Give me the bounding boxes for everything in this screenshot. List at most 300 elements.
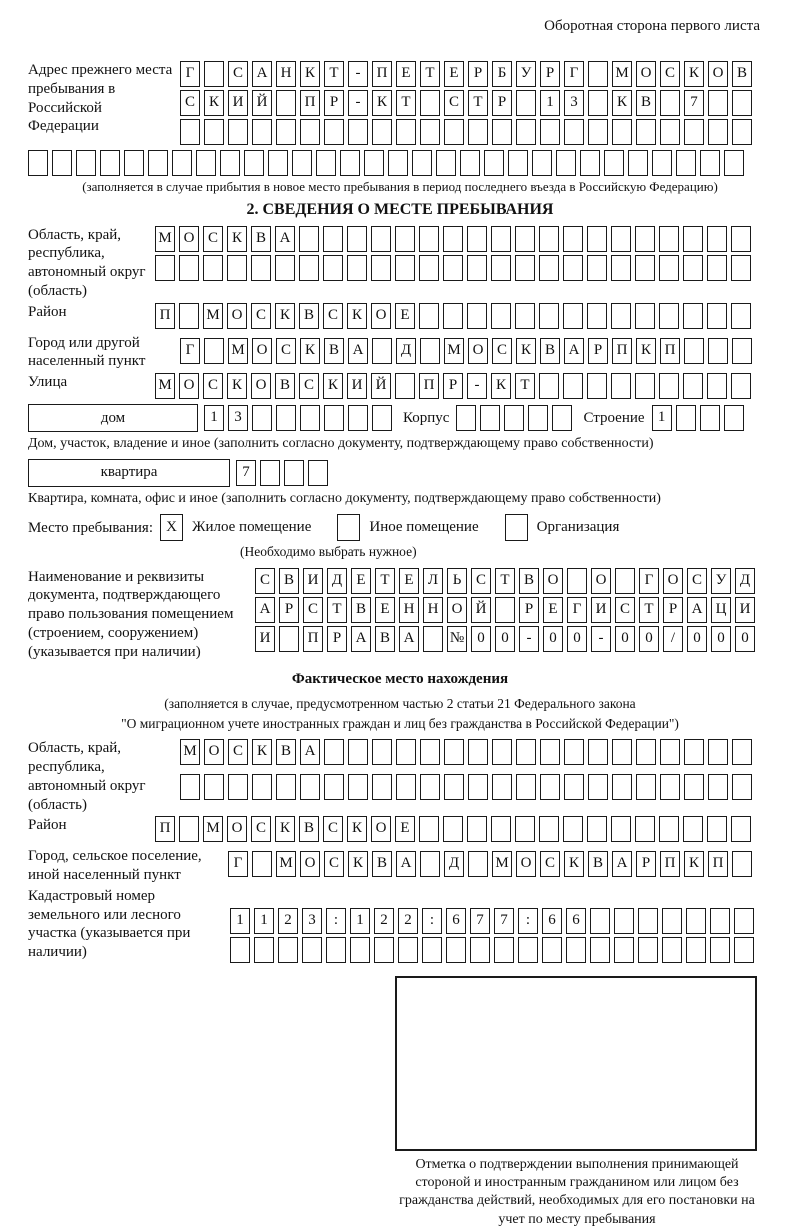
char-cell[interactable]: К — [564, 851, 584, 877]
char-cell[interactable]: Г — [639, 568, 659, 594]
char-cell[interactable] — [563, 255, 583, 281]
char-cell[interactable] — [308, 460, 328, 486]
char-cell[interactable]: О — [300, 851, 320, 877]
char-cell[interactable]: М — [492, 851, 512, 877]
char-cell[interactable]: 1 — [204, 405, 224, 431]
char-cell[interactable]: Р — [540, 61, 560, 87]
char-cell[interactable] — [398, 937, 418, 963]
char-cell[interactable]: В — [588, 851, 608, 877]
char-cell[interactable]: О — [179, 226, 199, 252]
char-cell[interactable] — [420, 338, 440, 364]
char-cell[interactable] — [204, 119, 224, 145]
char-cell[interactable] — [564, 119, 584, 145]
char-cell[interactable]: А — [399, 626, 419, 652]
char-cell[interactable]: К — [227, 226, 247, 252]
char-cell[interactable] — [252, 405, 272, 431]
char-cell[interactable] — [276, 119, 296, 145]
char-cell[interactable] — [372, 119, 392, 145]
char-cell[interactable] — [203, 255, 223, 281]
char-cell[interactable] — [708, 774, 728, 800]
char-cell[interactable]: В — [251, 226, 271, 252]
char-cell[interactable]: В — [351, 597, 371, 623]
char-cell[interactable] — [467, 226, 487, 252]
char-cell[interactable] — [660, 90, 680, 116]
char-cell[interactable] — [148, 150, 168, 176]
char-cell[interactable]: Ь — [447, 568, 467, 594]
char-cell[interactable] — [268, 150, 288, 176]
char-cell[interactable]: К — [252, 739, 272, 765]
char-cell[interactable]: В — [324, 338, 344, 364]
char-cell[interactable] — [660, 774, 680, 800]
char-cell[interactable] — [348, 119, 368, 145]
char-cell[interactable]: В — [299, 303, 319, 329]
char-cell[interactable]: О — [591, 568, 611, 594]
char-cell[interactable] — [684, 739, 704, 765]
char-cell[interactable]: 1 — [254, 908, 274, 934]
char-cell[interactable] — [372, 405, 392, 431]
char-cell[interactable]: С — [615, 597, 635, 623]
char-cell[interactable] — [732, 90, 752, 116]
char-cell[interactable] — [734, 908, 754, 934]
char-cell[interactable] — [659, 373, 679, 399]
char-cell[interactable] — [611, 303, 631, 329]
char-cell[interactable] — [324, 739, 344, 765]
char-cell[interactable] — [372, 338, 392, 364]
char-cell[interactable]: В — [279, 568, 299, 594]
char-cell[interactable] — [371, 226, 391, 252]
char-cell[interactable]: Е — [444, 61, 464, 87]
char-cell[interactable] — [732, 851, 752, 877]
char-cell[interactable] — [468, 739, 488, 765]
char-cell[interactable] — [396, 739, 416, 765]
char-cell[interactable]: Т — [495, 568, 515, 594]
char-cell[interactable] — [436, 150, 456, 176]
char-cell[interactable] — [204, 61, 224, 87]
char-cell[interactable]: В — [299, 816, 319, 842]
char-cell[interactable] — [419, 255, 439, 281]
char-cell[interactable]: Й — [252, 90, 272, 116]
char-cell[interactable] — [228, 119, 248, 145]
char-cell[interactable] — [563, 373, 583, 399]
char-cell[interactable] — [467, 816, 487, 842]
char-cell[interactable]: 1 — [350, 908, 370, 934]
char-cell[interactable] — [587, 373, 607, 399]
char-cell[interactable]: В — [540, 338, 560, 364]
char-cell[interactable] — [611, 373, 631, 399]
char-cell[interactable] — [683, 373, 703, 399]
char-cell[interactable]: 0 — [735, 626, 755, 652]
char-cell[interactable] — [587, 255, 607, 281]
char-cell[interactable] — [316, 150, 336, 176]
char-cell[interactable] — [724, 150, 744, 176]
char-cell[interactable] — [611, 226, 631, 252]
char-cell[interactable] — [710, 937, 730, 963]
char-cell[interactable] — [732, 739, 752, 765]
char-cell[interactable] — [638, 908, 658, 934]
char-cell[interactable]: М — [612, 61, 632, 87]
char-cell[interactable] — [324, 119, 344, 145]
char-cell[interactable] — [443, 303, 463, 329]
char-cell[interactable]: М — [203, 303, 223, 329]
char-cell[interactable]: В — [276, 739, 296, 765]
char-cell[interactable]: Т — [515, 373, 535, 399]
char-cell[interactable]: К — [347, 303, 367, 329]
char-cell[interactable]: И — [228, 90, 248, 116]
char-cell[interactable]: 1 — [540, 90, 560, 116]
char-cell[interactable] — [420, 90, 440, 116]
char-cell[interactable] — [563, 226, 583, 252]
char-cell[interactable]: Е — [375, 597, 395, 623]
char-cell[interactable] — [420, 774, 440, 800]
char-cell[interactable]: О — [227, 303, 247, 329]
char-cell[interactable] — [292, 150, 312, 176]
char-cell[interactable]: О — [179, 373, 199, 399]
char-cell[interactable] — [495, 597, 515, 623]
char-cell[interactable]: С — [299, 373, 319, 399]
char-cell[interactable]: С — [180, 90, 200, 116]
char-cell[interactable]: С — [303, 597, 323, 623]
char-cell[interactable] — [244, 150, 264, 176]
char-cell[interactable]: 0 — [495, 626, 515, 652]
char-cell[interactable]: С — [276, 338, 296, 364]
char-cell[interactable] — [588, 739, 608, 765]
checkbox-organization[interactable] — [505, 514, 528, 541]
char-cell[interactable] — [155, 255, 175, 281]
char-cell[interactable]: Е — [395, 303, 415, 329]
char-cell[interactable] — [252, 119, 272, 145]
char-cell[interactable] — [515, 303, 535, 329]
char-cell[interactable] — [443, 255, 463, 281]
char-cell[interactable]: О — [543, 568, 563, 594]
char-cell[interactable] — [539, 255, 559, 281]
char-cell[interactable]: О — [468, 338, 488, 364]
char-cell[interactable] — [518, 937, 538, 963]
char-cell[interactable]: С — [251, 303, 271, 329]
char-cell[interactable] — [516, 90, 536, 116]
char-cell[interactable] — [676, 150, 696, 176]
char-cell[interactable] — [659, 255, 679, 281]
char-cell[interactable]: У — [516, 61, 536, 87]
char-cell[interactable]: Р — [519, 597, 539, 623]
char-cell[interactable]: С — [687, 568, 707, 594]
char-cell[interactable]: С — [203, 373, 223, 399]
char-cell[interactable]: М — [228, 338, 248, 364]
char-cell[interactable]: Т — [468, 90, 488, 116]
char-cell[interactable]: М — [276, 851, 296, 877]
char-cell[interactable] — [683, 255, 703, 281]
char-cell[interactable]: М — [180, 739, 200, 765]
char-cell[interactable]: Т — [327, 597, 347, 623]
char-cell[interactable]: - — [348, 61, 368, 87]
char-cell[interactable] — [227, 255, 247, 281]
char-cell[interactable]: У — [711, 568, 731, 594]
char-cell[interactable] — [420, 851, 440, 877]
char-cell[interactable]: 7 — [236, 460, 256, 486]
char-cell[interactable] — [540, 119, 560, 145]
char-cell[interactable] — [300, 774, 320, 800]
apartment-type-box[interactable]: квартира — [28, 459, 230, 487]
char-cell[interactable]: Р — [663, 597, 683, 623]
char-cell[interactable]: П — [612, 338, 632, 364]
char-cell[interactable] — [612, 774, 632, 800]
char-cell[interactable]: А — [275, 226, 295, 252]
char-cell[interactable]: А — [255, 597, 275, 623]
char-cell[interactable] — [395, 373, 415, 399]
char-cell[interactable]: Г — [180, 61, 200, 87]
char-cell[interactable] — [516, 774, 536, 800]
char-cell[interactable] — [251, 255, 271, 281]
char-cell[interactable]: 2 — [374, 908, 394, 934]
char-cell[interactable] — [179, 303, 199, 329]
char-cell[interactable]: С — [660, 61, 680, 87]
char-cell[interactable] — [196, 150, 216, 176]
char-cell[interactable] — [539, 373, 559, 399]
char-cell[interactable] — [700, 150, 720, 176]
char-cell[interactable] — [580, 150, 600, 176]
char-cell[interactable]: А — [564, 338, 584, 364]
char-cell[interactable]: В — [636, 90, 656, 116]
char-cell[interactable] — [172, 150, 192, 176]
char-cell[interactable] — [494, 937, 514, 963]
char-cell[interactable] — [707, 226, 727, 252]
char-cell[interactable]: 0 — [639, 626, 659, 652]
char-cell[interactable]: С — [255, 568, 275, 594]
char-cell[interactable] — [556, 150, 576, 176]
char-cell[interactable]: Т — [420, 61, 440, 87]
char-cell[interactable]: Р — [443, 373, 463, 399]
char-cell[interactable] — [540, 774, 560, 800]
char-cell[interactable] — [684, 774, 704, 800]
char-cell[interactable]: Н — [423, 597, 443, 623]
char-cell[interactable] — [395, 226, 415, 252]
char-cell[interactable] — [228, 774, 248, 800]
char-cell[interactable] — [515, 255, 535, 281]
char-cell[interactable] — [347, 226, 367, 252]
char-cell[interactable]: Н — [276, 61, 296, 87]
char-cell[interactable] — [707, 255, 727, 281]
char-cell[interactable]: О — [204, 739, 224, 765]
char-cell[interactable]: Т — [639, 597, 659, 623]
char-cell[interactable]: К — [347, 816, 367, 842]
char-cell[interactable]: П — [155, 816, 175, 842]
char-cell[interactable]: Д — [396, 338, 416, 364]
char-cell[interactable] — [252, 774, 272, 800]
char-cell[interactable] — [491, 816, 511, 842]
char-cell[interactable]: Р — [636, 851, 656, 877]
char-cell[interactable]: 0 — [543, 626, 563, 652]
char-cell[interactable] — [615, 568, 635, 594]
char-cell[interactable]: В — [519, 568, 539, 594]
char-cell[interactable]: Г — [567, 597, 587, 623]
char-cell[interactable] — [532, 150, 552, 176]
char-cell[interactable] — [515, 816, 535, 842]
char-cell[interactable] — [612, 739, 632, 765]
char-cell[interactable] — [708, 119, 728, 145]
char-cell[interactable]: 0 — [711, 626, 731, 652]
char-cell[interactable] — [443, 816, 463, 842]
char-cell[interactable]: К — [300, 338, 320, 364]
char-cell[interactable] — [491, 303, 511, 329]
char-cell[interactable]: К — [684, 851, 704, 877]
char-cell[interactable] — [683, 816, 703, 842]
char-cell[interactable]: 1 — [652, 405, 672, 431]
char-cell[interactable] — [348, 405, 368, 431]
char-cell[interactable] — [708, 90, 728, 116]
house-type-box[interactable]: дом — [28, 404, 198, 432]
char-cell[interactable] — [708, 338, 728, 364]
char-cell[interactable]: О — [252, 338, 272, 364]
char-cell[interactable]: С — [323, 303, 343, 329]
char-cell[interactable]: - — [348, 90, 368, 116]
char-cell[interactable]: Р — [492, 90, 512, 116]
char-cell[interactable] — [396, 774, 416, 800]
char-cell[interactable]: С — [324, 851, 344, 877]
char-cell[interactable] — [552, 405, 572, 431]
char-cell[interactable]: С — [540, 851, 560, 877]
char-cell[interactable] — [179, 816, 199, 842]
char-cell[interactable] — [708, 739, 728, 765]
char-cell[interactable]: С — [228, 61, 248, 87]
char-cell[interactable]: 2 — [398, 908, 418, 934]
char-cell[interactable]: П — [660, 338, 680, 364]
char-cell[interactable]: Р — [279, 597, 299, 623]
char-cell[interactable]: Н — [399, 597, 419, 623]
char-cell[interactable] — [590, 937, 610, 963]
char-cell[interactable]: П — [708, 851, 728, 877]
char-cell[interactable] — [300, 405, 320, 431]
char-cell[interactable] — [731, 226, 751, 252]
char-cell[interactable]: 6 — [566, 908, 586, 934]
char-cell[interactable] — [470, 937, 490, 963]
char-cell[interactable] — [612, 119, 632, 145]
char-cell[interactable] — [299, 255, 319, 281]
char-cell[interactable] — [614, 908, 634, 934]
char-cell[interactable] — [567, 568, 587, 594]
char-cell[interactable]: П — [372, 61, 392, 87]
char-cell[interactable] — [635, 226, 655, 252]
char-cell[interactable]: : — [422, 908, 442, 934]
char-cell[interactable]: В — [372, 851, 392, 877]
char-cell[interactable]: И — [347, 373, 367, 399]
char-cell[interactable] — [395, 255, 415, 281]
char-cell[interactable] — [419, 816, 439, 842]
char-cell[interactable]: М — [155, 373, 175, 399]
char-cell[interactable] — [710, 908, 730, 934]
char-cell[interactable] — [276, 774, 296, 800]
char-cell[interactable]: М — [155, 226, 175, 252]
char-cell[interactable] — [516, 119, 536, 145]
char-cell[interactable]: 7 — [494, 908, 514, 934]
char-cell[interactable]: 0 — [615, 626, 635, 652]
char-cell[interactable] — [662, 908, 682, 934]
char-cell[interactable]: К — [491, 373, 511, 399]
char-cell[interactable] — [724, 405, 744, 431]
char-cell[interactable] — [659, 816, 679, 842]
char-cell[interactable]: Т — [396, 90, 416, 116]
char-cell[interactable]: К — [323, 373, 343, 399]
char-cell[interactable]: И — [735, 597, 755, 623]
char-cell[interactable] — [323, 255, 343, 281]
char-cell[interactable] — [348, 739, 368, 765]
char-cell[interactable] — [684, 338, 704, 364]
char-cell[interactable]: Р — [588, 338, 608, 364]
char-cell[interactable] — [444, 119, 464, 145]
char-cell[interactable] — [635, 255, 655, 281]
char-cell[interactable]: 3 — [302, 908, 322, 934]
char-cell[interactable] — [460, 150, 480, 176]
char-cell[interactable] — [276, 90, 296, 116]
char-cell[interactable] — [444, 774, 464, 800]
char-cell[interactable] — [468, 851, 488, 877]
char-cell[interactable] — [124, 150, 144, 176]
char-cell[interactable] — [456, 405, 476, 431]
char-cell[interactable] — [492, 739, 512, 765]
char-cell[interactable] — [260, 460, 280, 486]
char-cell[interactable] — [480, 405, 500, 431]
char-cell[interactable] — [508, 150, 528, 176]
char-cell[interactable]: П — [660, 851, 680, 877]
char-cell[interactable] — [731, 303, 751, 329]
char-cell[interactable] — [419, 303, 439, 329]
char-cell[interactable]: П — [419, 373, 439, 399]
char-cell[interactable]: 1 — [230, 908, 250, 934]
char-cell[interactable]: 0 — [687, 626, 707, 652]
char-cell[interactable] — [686, 908, 706, 934]
char-cell[interactable] — [350, 937, 370, 963]
char-cell[interactable] — [302, 937, 322, 963]
char-cell[interactable] — [660, 739, 680, 765]
char-cell[interactable] — [468, 774, 488, 800]
char-cell[interactable] — [204, 774, 224, 800]
char-cell[interactable] — [324, 774, 344, 800]
char-cell[interactable] — [299, 226, 319, 252]
char-cell[interactable] — [492, 119, 512, 145]
char-cell[interactable] — [180, 119, 200, 145]
char-cell[interactable]: 0 — [471, 626, 491, 652]
char-cell[interactable] — [700, 405, 720, 431]
char-cell[interactable] — [52, 150, 72, 176]
char-cell[interactable] — [540, 739, 560, 765]
char-cell[interactable] — [516, 739, 536, 765]
char-cell[interactable] — [254, 937, 274, 963]
char-cell[interactable] — [588, 90, 608, 116]
char-cell[interactable] — [348, 774, 368, 800]
char-cell[interactable]: О — [371, 816, 391, 842]
char-cell[interactable]: К — [636, 338, 656, 364]
char-cell[interactable]: С — [203, 226, 223, 252]
char-cell[interactable] — [566, 937, 586, 963]
char-cell[interactable] — [638, 937, 658, 963]
char-cell[interactable] — [492, 774, 512, 800]
char-cell[interactable]: Р — [327, 626, 347, 652]
char-cell[interactable] — [340, 150, 360, 176]
char-cell[interactable] — [504, 405, 524, 431]
char-cell[interactable]: Й — [371, 373, 391, 399]
char-cell[interactable]: М — [444, 338, 464, 364]
char-cell[interactable]: : — [518, 908, 538, 934]
char-cell[interactable]: К — [204, 90, 224, 116]
char-cell[interactable]: - — [591, 626, 611, 652]
char-cell[interactable]: : — [326, 908, 346, 934]
char-cell[interactable]: О — [447, 597, 467, 623]
char-cell[interactable] — [423, 626, 443, 652]
char-cell[interactable] — [284, 460, 304, 486]
char-cell[interactable]: О — [516, 851, 536, 877]
char-cell[interactable] — [563, 303, 583, 329]
char-cell[interactable]: Е — [399, 568, 419, 594]
char-cell[interactable]: О — [227, 816, 247, 842]
char-cell[interactable] — [707, 373, 727, 399]
